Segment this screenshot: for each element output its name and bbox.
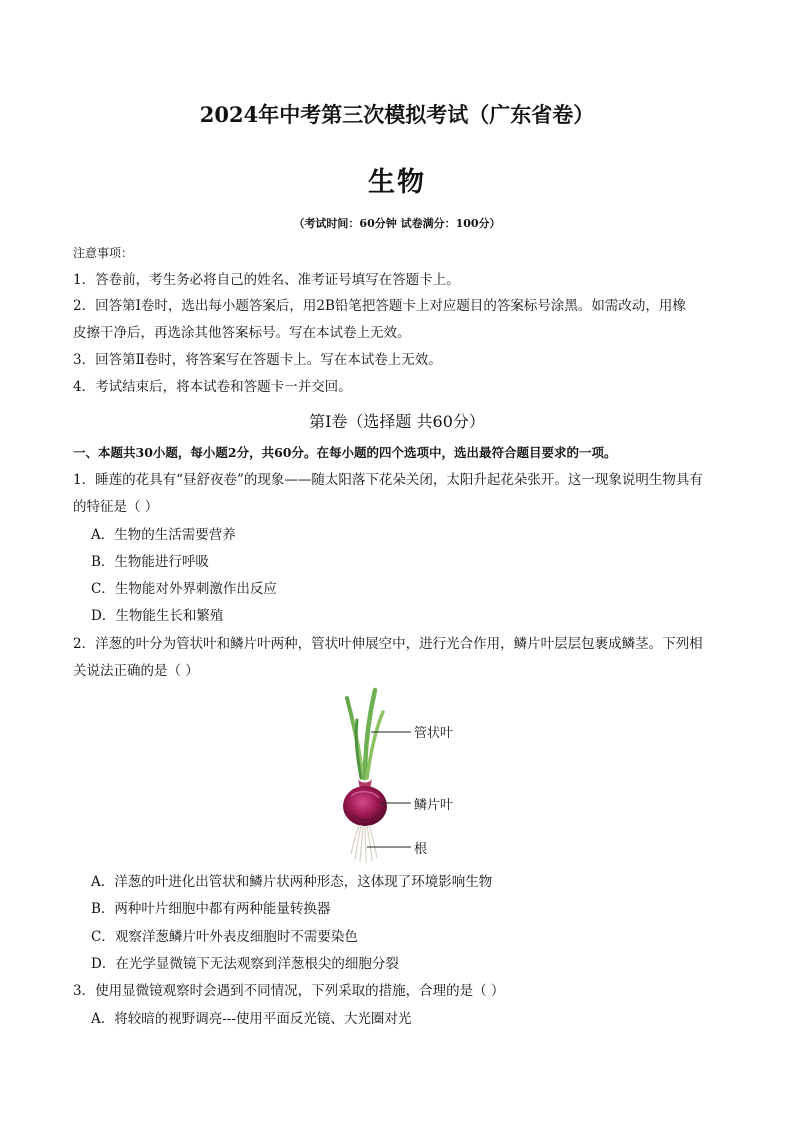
- q2-option-c: C．观察洋葱鳞片叶外表皮细胞时不需要染色: [91, 929, 358, 945]
- q2-option-b: B．两种叶片细胞中都有两种能量转换器: [91, 901, 331, 917]
- q2-stem: 关说法正确的是（ ）: [73, 663, 199, 679]
- section-title: 第Ⅰ卷（选择题 共60分）: [309, 412, 485, 431]
- q3-option-a: A．将较暗的视野调亮---使用平面反光镜、大光圈对光: [91, 1011, 412, 1027]
- note-item: 4．考试结束后，将本试卷和答题卡一并交回。: [73, 379, 352, 395]
- q1-option-a: A．生物的生活需要营养: [91, 527, 236, 543]
- label-root: 根: [414, 842, 428, 857]
- q1-option-c: C．生物能对外界刺激作出反应: [91, 581, 277, 597]
- note-item: 3．回答第Ⅱ卷时，将答案写在答题卡上。写在本试卷上无效。: [73, 352, 442, 368]
- q3-stem: 3．使用显微镜观察时会遇到不同情况，下列采取的措施，合理的是（ ）: [73, 983, 505, 999]
- onion-figure: [325, 686, 475, 868]
- label-scale-leaf: 鳞片叶: [414, 798, 454, 813]
- subject-title: 生物: [368, 167, 426, 198]
- label-tubular-leaf: 管状叶: [414, 726, 454, 741]
- note-item: 皮擦干净后，再选涂其他答案标号。写在本试卷上无效。: [73, 325, 411, 341]
- exam-title: 2024年中考第三次模拟考试（广东省卷）: [199, 102, 595, 127]
- q1-stem: 1．睡莲的花具有“昼舒夜卷”的现象——随太阳落下花朵关闭，太阳升起花朵张开。这一现象说明生物具有: [73, 472, 703, 488]
- tubular-leaves: [347, 690, 383, 778]
- q1-option-d: D．生物能生长和繁殖: [91, 608, 224, 624]
- q1-option-b: B．生物能进行呼吸: [91, 554, 209, 570]
- note-item: 1．答卷前，考生务必将自己的姓名、准考证号填写在答题卡上。: [73, 272, 460, 288]
- section-instruction: 一、本题共30小题，每小题2分，共60分。在每小题的四个选项中，选出最符合题目要求的一项。: [73, 445, 617, 460]
- onion-roots: [351, 825, 377, 863]
- q2-option-a: A．洋葱的叶进化出管状和鳞片状两种形态，这体现了环境影响生物: [91, 874, 493, 890]
- notes-heading: 注意事项：: [73, 246, 134, 260]
- exam-info: （考试时间：60分钟 试卷满分：100分）: [293, 217, 501, 230]
- note-item: 2．回答第Ⅰ卷时，选出每小题答案后，用2B铅笔把答题卡上对应题目的答案标号涂黑。如需改动，用橡: [73, 298, 686, 314]
- q1-stem: 的特征是（ ）: [73, 499, 159, 515]
- q2-stem: 2．洋葱的叶分为管状叶和鳞片叶两种，管状叶伸展空中，进行光合作用，鳞片叶层层包裹成鳞茎。下列相: [73, 636, 703, 652]
- q2-option-d: D．在光学显微镜下无法观察到洋葱根尖的细胞分裂: [91, 956, 399, 972]
